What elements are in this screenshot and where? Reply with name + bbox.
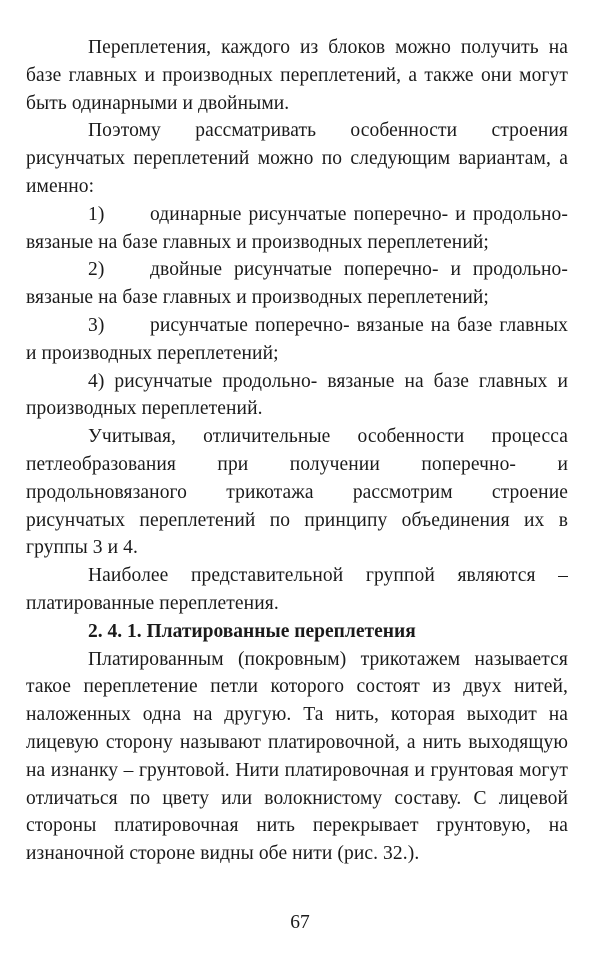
list-item [26, 312, 568, 368]
list-item-text: одинарные рисунчатые поперечно- и продольно-вязаные на базе главных и производных переплетений; [26, 203, 568, 253]
list-item-number: 2) [88, 259, 105, 281]
paragraph-considering: Учитывая, отличительные особенности процесса петлеобразования при получении поперечно- и продольновязаного трикотажа рассмотрим строение рисунчатых переплетений по принципу объединения их в группы 3 и 4. [26, 426, 568, 559]
page-number: 67 [290, 912, 310, 933]
page-body [26, 34, 568, 868]
section-heading: 2. 4. 1. Платированные переплетения [88, 620, 416, 642]
list-item-text: рисунчатые поперечно- вязаные на базе главных и производных переплетений; [26, 314, 568, 364]
paragraph-variants: Поэтому рассматривать особенности строения рисунчатых переплетений можно по следующим вариантам, а именно: [26, 120, 568, 197]
paragraph-intro: Переплетения, каждого из блоков можно получить на базе главных и производных переплетений, а также они могут быть одинарными и двойными. [26, 37, 568, 114]
list-item-number: 3) [88, 314, 105, 336]
paragraph-plated: Платированным (покровным) трикотажем называется такое переплетение петли которого состоят из двух нитей, наложенных одна на другую. Та нить, которая выходит на лицевую сторону называют платировочной, а нить выходящую на изнанку – грунтовой. Нити платировочная и грунтовая могут отличаться по цвету или волокнистому составу. С лицевой стороны платировочная нить перекрывает грунтовую, на изнаночной стороне видны обе нити (рис. 32.). [26, 648, 568, 865]
paragraph-group: Наиболее представительной группой являются – платированные переплетения. [26, 565, 568, 614]
list-item [26, 368, 568, 424]
list-item-number: 1) [88, 203, 105, 225]
list-item-text: двойные рисунчатые поперечно- и продольно-вязаные на базе главных и производных переплетений; [26, 259, 568, 309]
list-item-text: 4) рисунчатые продольно- вязаные на базе главных и производных переплетений. [26, 370, 568, 420]
list-item [26, 201, 568, 257]
list-item [26, 256, 568, 312]
